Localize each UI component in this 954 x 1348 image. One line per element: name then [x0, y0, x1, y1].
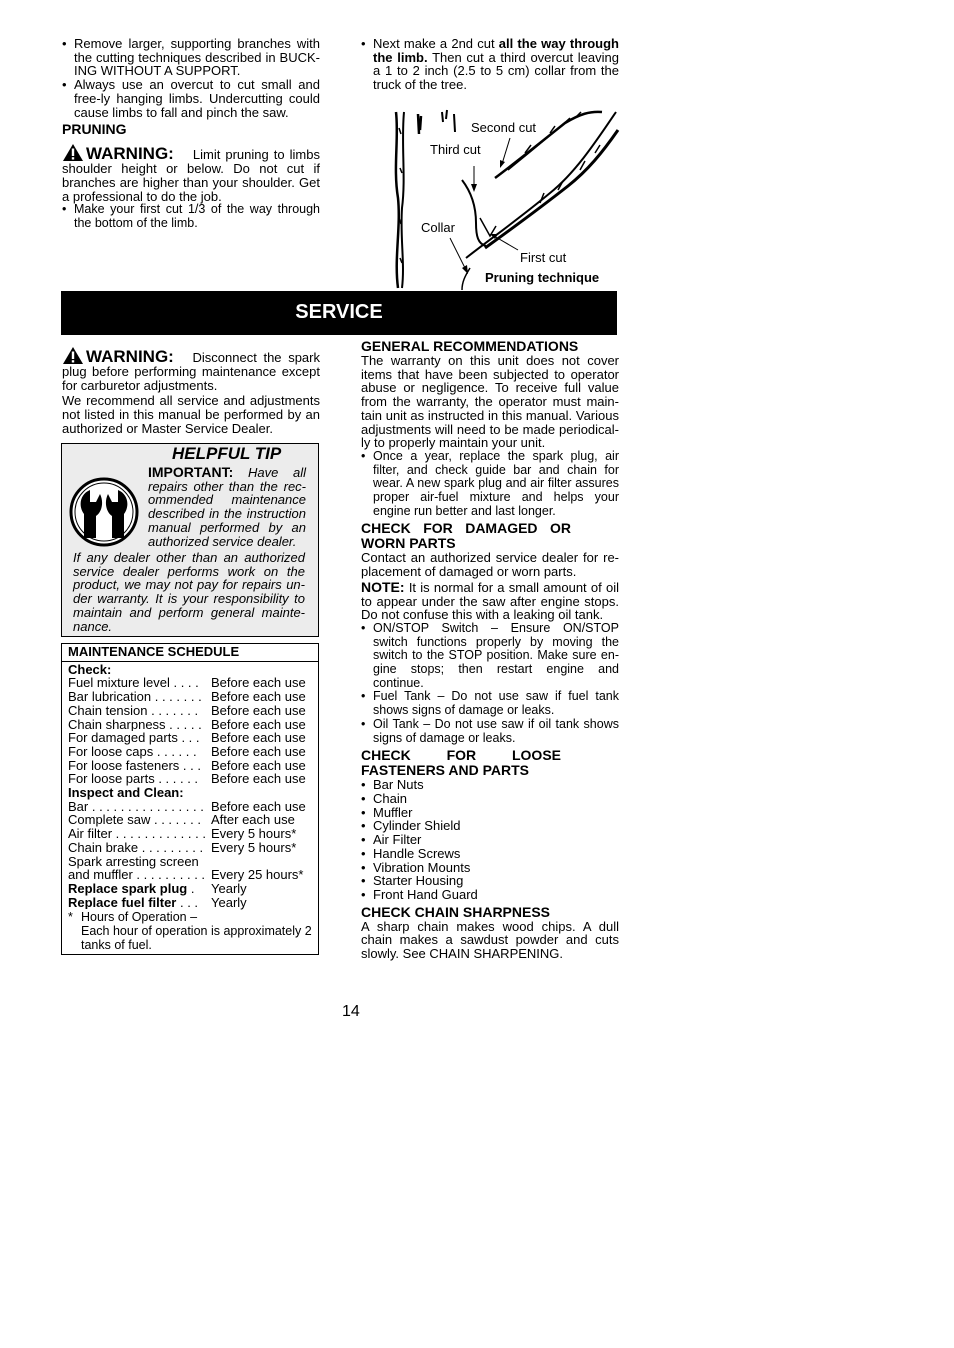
warning-label: WARNING: [86, 144, 174, 164]
pruning-intro-list [62, 37, 320, 119]
pruning-illustration [390, 108, 620, 290]
pruning-figure [390, 108, 620, 290]
table-row: Fuel mixture level . . . . Before each use [68, 675, 306, 691]
dealer-note: If any dealer other than an authorized service dealer performs work on the product, we may not pay for repairs un-der warranty. It is your responsibility to maintain and perform general mainte-nance. [73, 550, 305, 634]
table-row: Replace spark plug . Yearly [68, 880, 247, 896]
warning-text: Limit pruning to limbs shoulder height or below. Do not cut if branches are higher than your shoulder. Get a professional to do the job. [62, 147, 320, 204]
list-item: • ON/STOP Switch – Ensure ON/STOP switch functions properly by moving the switch to the STOP position. Make sure en-gine stops; then restart engine and continue. [361, 622, 619, 691]
important-note [148, 466, 306, 548]
service-right-column [361, 339, 619, 961]
helpful-tip-box [61, 443, 319, 637]
list-item: • Vibration Mounts [361, 861, 619, 875]
pruning-heading: PRUNING [62, 121, 127, 138]
schedule-footnote: * Hours of Operation – Each hour of operation is approximately 2 tanks of fuel. [68, 910, 312, 952]
list-item: • Once a year, replace the spark plug, air filter, and check guide bar and chain for wear. A new spark plug and air filter assures proper air-fuel mixture and helps your engine run better and last longer. [361, 450, 619, 519]
list-item: • Muffler [361, 806, 619, 820]
damaged-parts-heading: CHECK FOR DAMAGED OR WORN PARTS [361, 520, 571, 552]
label-second-cut: Second cut [471, 120, 537, 135]
warning-icon [62, 143, 84, 162]
important-text: Have all repairs other than the rec-ommended maintenance described in the instruction manual performed by an authorized service dealer. [148, 465, 306, 549]
table-row: For damaged parts . . . Before each use [68, 730, 306, 746]
general-recommendations-heading: GENERAL RECOMMENDATIONS [361, 338, 579, 354]
table-row: Replace fuel filter . . . Yearly [68, 894, 247, 910]
maintenance-schedule-table [61, 643, 319, 955]
warning-text: Disconnect the spark plug before performing maintenance except for carburetor adjustments. [62, 350, 320, 393]
table-row: and muffler . . . . . . . . . . Every 25 hours* [68, 867, 304, 883]
schedule-section-check: Check: [68, 661, 112, 677]
list-item: • Air Filter [361, 833, 619, 847]
general-recommendations-text: The warranty on this unit does not cover items that have been subjected to operator abuse or negligence. To receive full value from the warranty, the operator must main-tain unit as instructed in this manual. Various adjustments will need to be made periodical-ly to properly maintain your unit. [361, 353, 619, 451]
list-item: • Bar Nuts [361, 778, 619, 792]
service-banner: SERVICE [61, 291, 617, 335]
table-row: For loose fasteners . . . Before each use [68, 757, 306, 773]
loose-fasteners-list [361, 778, 619, 901]
list-item: • Next make a 2nd cut all the way through the limb. Then cut a third overcut leaving a 1 to 2 inch (2.5 to 5 cm) collar from the truck of the tree. [361, 37, 619, 92]
damaged-parts-list [361, 622, 619, 745]
list-item: • Front Hand Guard [361, 888, 619, 902]
loose-fasteners-heading: CHECK FOR LOOSE FASTENERS AND PARTS [361, 747, 561, 779]
table-row: Chain brake . . . . . . . . . Every 5 hours* [68, 839, 297, 855]
service-warning [62, 346, 320, 392]
label-third-cut: Third cut [430, 142, 481, 157]
chain-sharpness-heading: CHECK CHAIN SHARPNESS [361, 903, 551, 920]
list-item: • Make your first cut 1/3 of the way through the bottom of the limb. [62, 203, 320, 230]
schedule-title: MAINTENANCE SCHEDULE [62, 644, 318, 662]
damaged-parts-text: Contact an authorized service dealer for re-placement of damaged or worn parts. [361, 550, 619, 580]
note: NOTE: It is normal for a small amount of oil to appear under the saw after engine stops. Do not confuse this with a leaking oil tank. [361, 578, 619, 623]
pruning-steps-list [62, 203, 320, 230]
warning-label: WARNING: [86, 347, 174, 366]
list-item: • Handle Screws [361, 847, 619, 861]
figure-caption: Pruning technique [485, 270, 600, 285]
table-row: Complete saw . . . . . . . After each use [68, 812, 295, 828]
table-row: For loose caps . . . . . . Before each use [68, 743, 306, 759]
table-row: For loose parts . . . . . . Before each use [68, 771, 306, 787]
important-label: IMPORTANT: [148, 464, 234, 480]
label-first-cut: First cut [520, 250, 567, 265]
table-row: Bar . . . . . . . . . . . . . . . . Before each use [68, 798, 306, 814]
right-top-column [361, 37, 619, 92]
list-item: • Remove larger, supporting branches with the cutting techniques described in BUCK-ING WITHOUT A SUPPORT. [62, 37, 320, 78]
chain-sharpness-text: A sharp chain makes wood chips. A dull chain makes a sawdust powder and cuts slowly. See CHAIN SHARPENING. [361, 918, 619, 962]
left-top-column [62, 37, 320, 231]
list-item: • Cylinder Shield [361, 819, 619, 833]
schedule-section-inspect: Inspect and Clean: [68, 785, 184, 801]
table-row: Chain sharpness . . . . . Before each use [68, 716, 306, 732]
list-item: • Always use an overcut to cut small and free-ly hanging limbs. Undercutting could cause limbs to fall and pinch the saw. [62, 78, 320, 119]
helpful-tip-title: HELPFUL TIP [172, 444, 282, 463]
table-row: Chain tension . . . . . . . Before each use [68, 702, 306, 718]
list-item: • Starter Housing [361, 874, 619, 888]
service-recommendation: We recommend all service and adjustments not listed in this manual be performed by an authorized or Master Service Dealer. [62, 393, 320, 436]
page-number: 14 [342, 1003, 360, 1020]
label-collar: Collar [421, 220, 455, 235]
service-left-column [62, 346, 320, 436]
table-row: Air filter . . . . . . . . . . . . . Every 5 hours* [68, 826, 297, 842]
list-item: • Oil Tank – Do not use saw if oil tank shows signs of damage or leaks. [361, 718, 619, 745]
list-item: • Fuel Tank – Do not use saw if fuel tank shows signs of damage or leaks. [361, 690, 619, 717]
wrench-icon [68, 476, 140, 548]
table-row: Bar lubrication . . . . . . . Before each use [68, 689, 306, 705]
table-row: Spark arresting screen [68, 853, 199, 869]
list-item: • Chain [361, 792, 619, 806]
pruning-warning [62, 143, 320, 203]
warning-icon [62, 346, 84, 365]
